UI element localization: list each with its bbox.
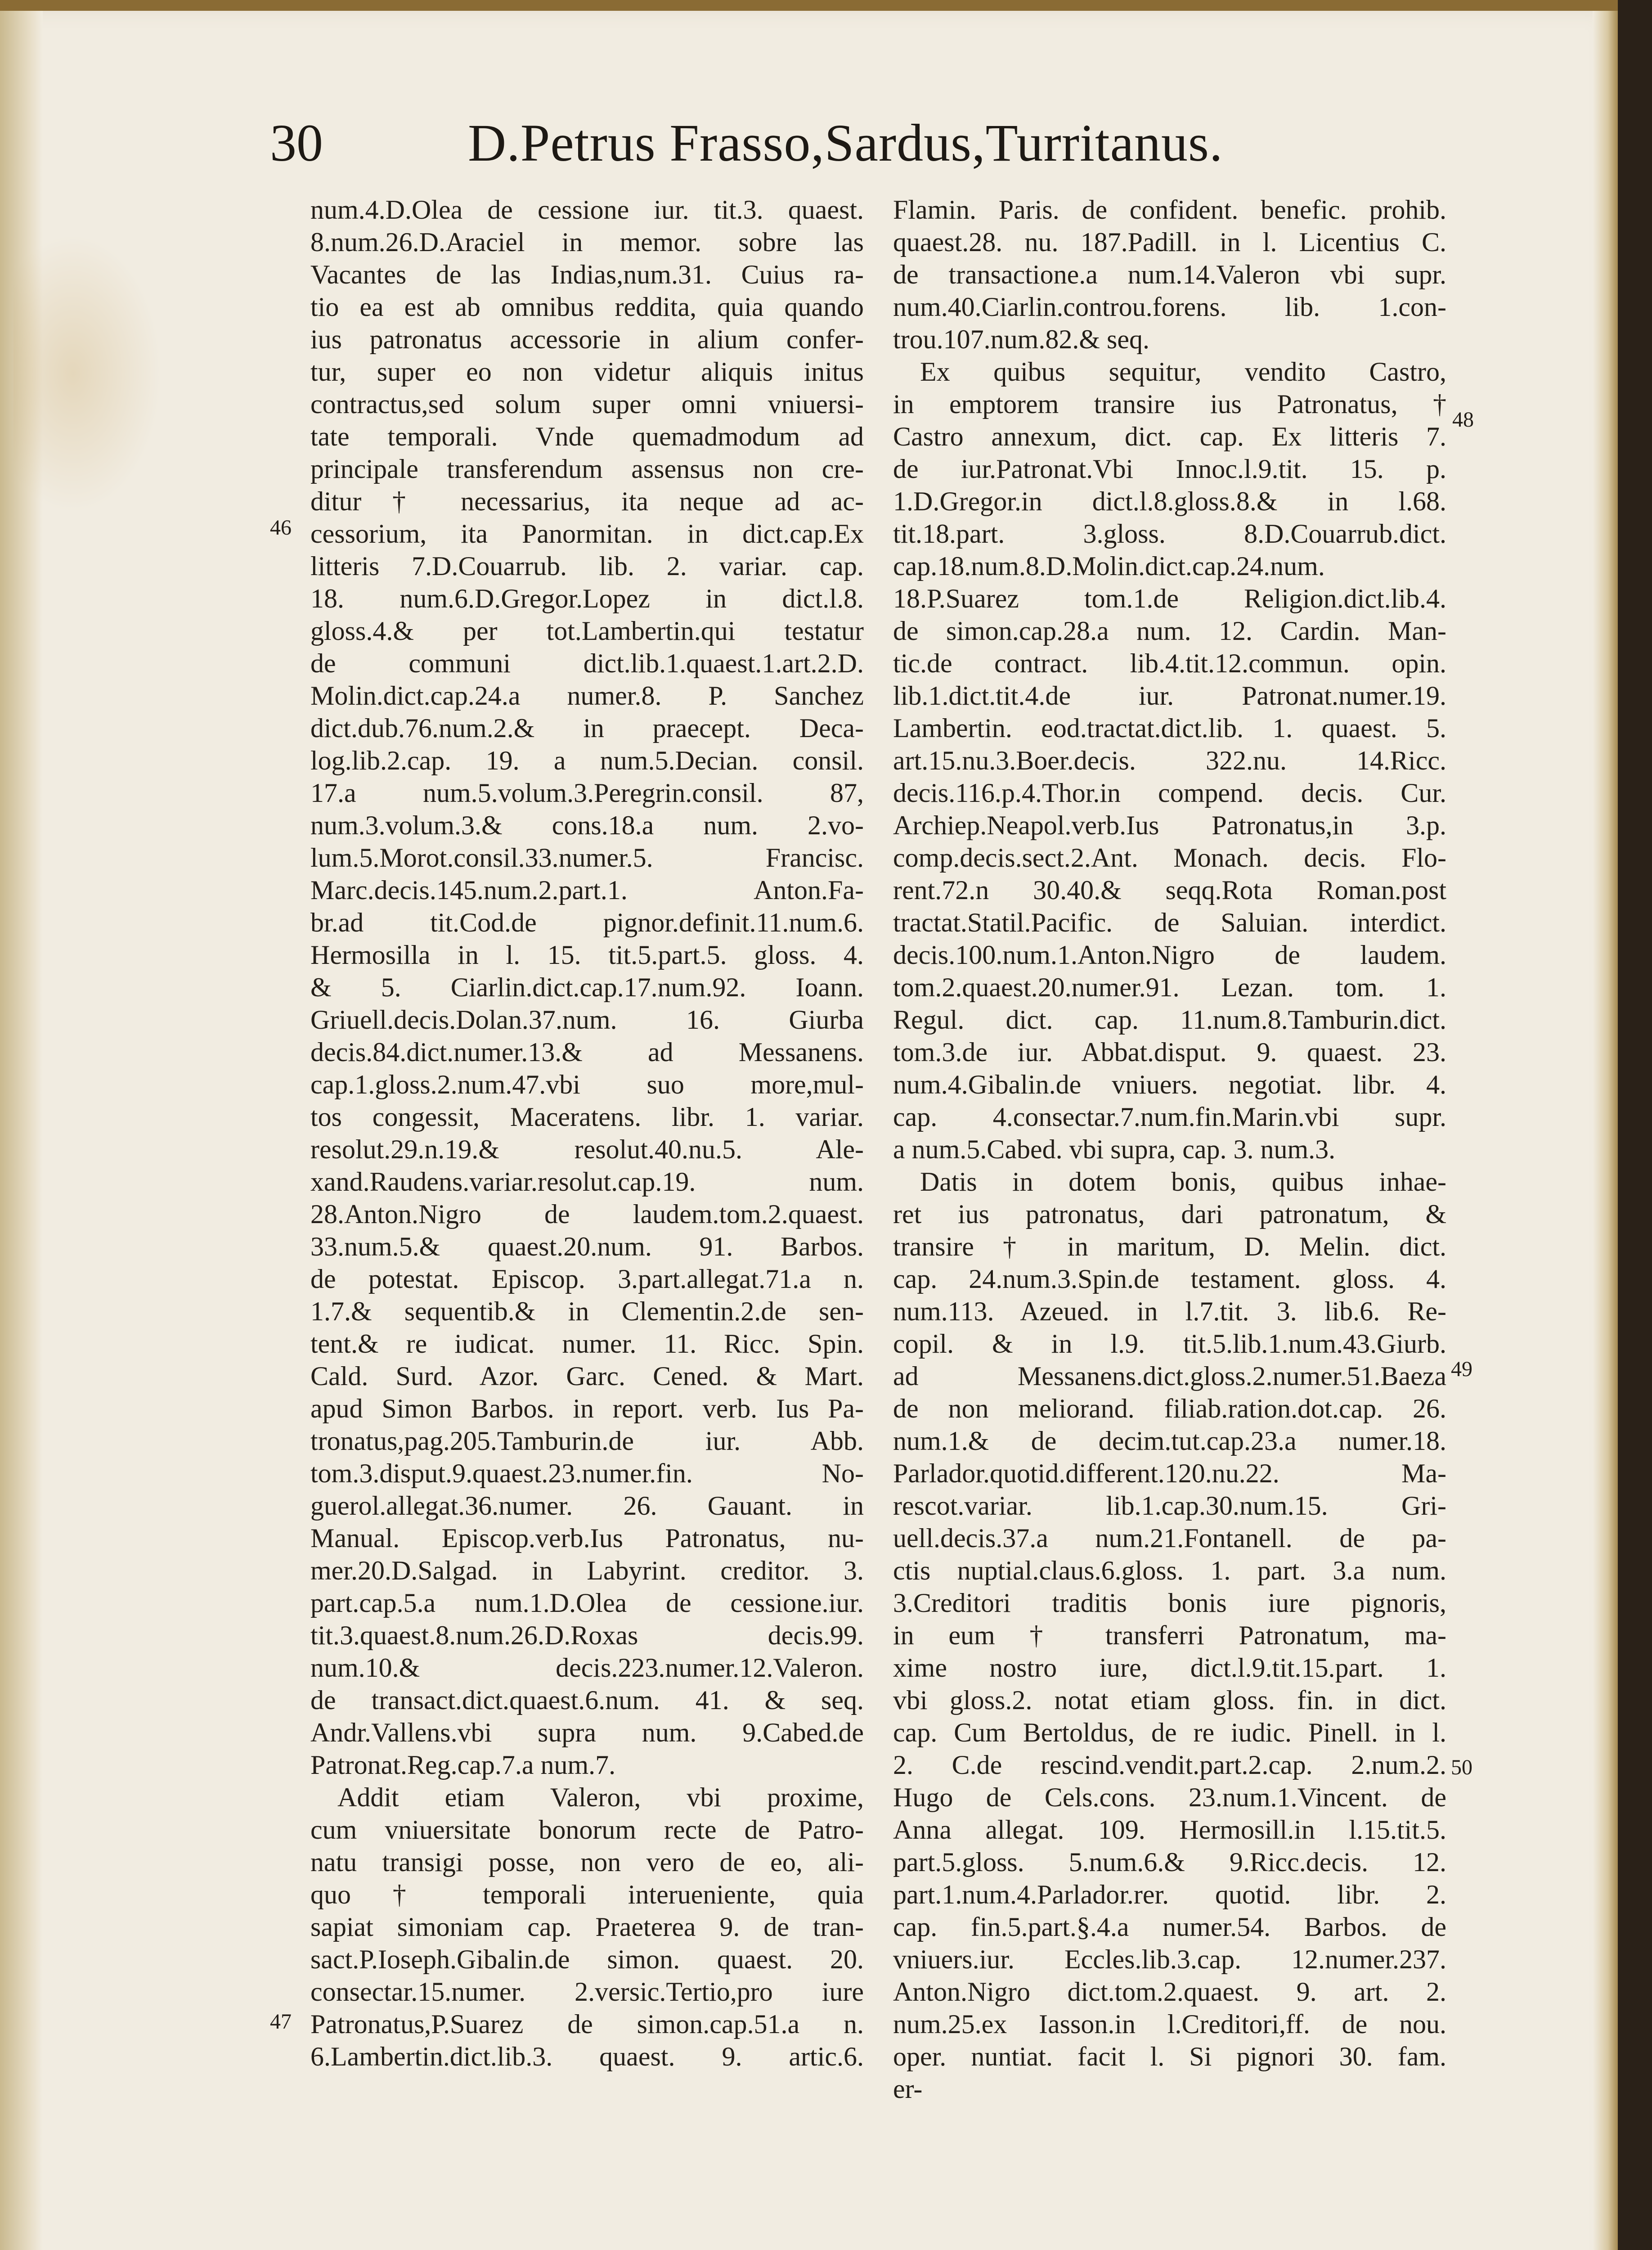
text-line: part.5.gloss. 5.num.6.& 9.Ricc.decis. 12. (893, 1847, 1446, 1877)
text-line: Hermosilla in l. 15. tit.5.part.5. gloss. 4. (310, 940, 864, 970)
text-line: tractat.Statil.Pacific. de Saluian. interdict. (893, 908, 1446, 937)
page-edge (1593, 0, 1618, 2250)
text-line: Patronatus,P.Suarez de simon.cap.51.a n. (310, 2009, 864, 2039)
text-line: Datis in dotem bonis, quibus inhae- (920, 1167, 1446, 1197)
text-line: cessorium, ita Panormitan. in dict.cap.Ex (310, 519, 864, 549)
left-column (310, 194, 864, 2073)
text-line: Vacantes de las Indias,num.31. Cuius ra- (310, 260, 864, 289)
text-line: & 5. Ciarlin.dict.cap.17.num.92. Ioann. (310, 972, 864, 1002)
text-line: Patronat.Reg.cap.7.a num.7. (310, 1750, 616, 1780)
text-line: guerol.allegat.36.numer. 26. Gauant. in (310, 1491, 864, 1521)
text-line: 1.7.& sequentib.& in Clementin.2.de sen- (310, 1296, 864, 1326)
text-line: cap.1.gloss.2.num.47.vbi suo more,mul- (310, 1070, 864, 1099)
text-line: vbi gloss.2. notat etiam gloss. fin. in dict. (893, 1685, 1446, 1715)
running-head: D.Petrus Frasso,Sardus,Turritanus. (468, 113, 1223, 172)
text-line: cap. fin.5.part.§.4.a numer.54. Barbos. de (893, 1912, 1446, 1942)
text-line: tic.de contract. lib.4.tit.12.commun. opin. (893, 648, 1446, 678)
text-line: tio ea est ab omnibus reddita, quia quando (310, 292, 864, 322)
text-line: lib.1.dict.tit.4.de iur. Patronat.numer.19. (893, 681, 1446, 711)
text-line: cap. 4.consectar.7.num.fin.Marin.vbi supr. (893, 1102, 1446, 1132)
text-line: 8.num.26.D.Araciel in memor. sobre las (310, 227, 864, 257)
text-line: comp.decis.sect.2.Ant. Monach. decis. Flo- (893, 843, 1446, 873)
text-line: tronatus,pag.205.Tamburin.de iur. Abb. (310, 1426, 864, 1456)
text-line: num.10.& decis.223.numer.12.Valeron. (310, 1653, 864, 1683)
margin-note-47: 47 (270, 2010, 292, 2034)
page-header (270, 112, 1395, 189)
text-line: tate temporali. Vnde quemadmodum ad (310, 422, 864, 451)
text-line: litteris 7.D.Couarrub. lib. 2. variar. cap. (310, 551, 864, 581)
text-line: part.cap.5.a num.1.D.Olea de cessione.iur. (310, 1588, 864, 1618)
text-line: a num.5.Cabed. vbi supra, cap. 3. num.3. (893, 1134, 1336, 1164)
text-line: Andr.Vallens.vbi supra num. 9.Cabed.de (310, 1718, 864, 1747)
text-line: 18.P.Suarez tom.1.de Religion.dict.lib.4. (893, 584, 1446, 613)
text-line: tit.3.quaest.8.num.26.D.Roxas decis.99. (310, 1620, 864, 1650)
text-line: quo † temporali interueniente, quia (310, 1880, 864, 1909)
text-line: Marc.decis.145.num.2.part.1. Anton.Fa- (310, 875, 864, 905)
text-line: Manual. Episcop.verb.Ius Patronatus, nu- (310, 1523, 864, 1553)
text-line: tur, super eo non videtur aliquis initus (310, 357, 864, 387)
text-line: 17.a num.5.volum.3.Peregrin.consil. 87, (310, 778, 864, 808)
text-line: consectar.15.numer. 2.versic.Tertio,pro iure (310, 1977, 864, 2007)
text-line: xime nostro iure, dict.l.9.tit.15.part. 1. (893, 1653, 1446, 1683)
text-line: ctis nuptial.claus.6.gloss. 1. part. 3.a num. (893, 1556, 1446, 1585)
margin-note-49: 49 (1451, 1357, 1472, 1381)
text-line: Anna allegat. 109. Hermosill.in l.15.tit.5. (893, 1815, 1446, 1845)
text-line: natu transigi posse, non vero de eo, ali- (310, 1847, 864, 1877)
text-line: de iur.Patronat.Vbi Innoc.l.9.tit. 15. p. (893, 454, 1446, 484)
margin-note-50: 50 (1451, 1755, 1472, 1779)
text-line: vniuers.iur. Eccles.lib.3.cap. 12.numer.237. (893, 1944, 1446, 1974)
text-line: Griuell.decis.Dolan.37.num. 16. Giurba (310, 1005, 864, 1035)
text-line: 18. num.6.D.Gregor.Lopez in dict.l.8. (310, 584, 864, 613)
text-line: Addit etiam Valeron, vbi proxime, (337, 1782, 864, 1812)
text-line: de simon.cap.28.a num. 12. Cardin. Man- (893, 616, 1446, 646)
text-line: copil. & in l.9. tit.5.lib.1.num.43.Giurb. (893, 1329, 1446, 1359)
text-line: decis.84.dict.numer.13.& ad Messanens. (310, 1037, 864, 1067)
text-line: cap. Cum Bertoldus, de re iudic. Pinell. in l. (893, 1718, 1446, 1747)
text-line: apud Simon Barbos. in report. verb. Ius Pa- (310, 1394, 864, 1423)
text-line: in eum † transferri Patronatum, ma- (893, 1620, 1446, 1650)
text-line: ret ius patronatus, dari patronatum, & (893, 1199, 1446, 1229)
text-line: Lambertin. eod.tractat.dict.lib. 1. quaest. 5. (893, 713, 1446, 743)
text-line: art.15.nu.3.Boer.decis. 322.nu. 14.Ricc. (893, 746, 1446, 775)
text-line: er- (893, 2074, 923, 2104)
text-line: principale transferendum assensus non cre- (310, 454, 864, 484)
text-line: uell.decis.37.a num.21.Fontanell. de pa- (893, 1523, 1446, 1553)
text-line: num.3.volum.3.& cons.18.a num. 2.vo- (310, 810, 864, 840)
text-line: ius patronatus accessorie in alium confer- (310, 324, 864, 354)
text-line: lum.5.Morot.consil.33.numer.5. Francisc. (310, 843, 864, 873)
text-line: br.ad tit.Cod.de pignor.definit.11.num.6. (310, 908, 864, 937)
text-line: in emptorem transire ius Patronatus, † (893, 389, 1446, 419)
text-line: resolut.29.n.19.& resolut.40.nu.5. Ale- (310, 1134, 864, 1164)
margin-note-48: 48 (1452, 408, 1474, 432)
text-line: cap.18.num.8.D.Molin.dict.cap.24.num. (893, 551, 1325, 581)
text-line: 3.Creditori traditis bonis iure pignoris, (893, 1588, 1446, 1618)
text-line: log.lib.2.cap. 19. a num.5.Decian. consil. (310, 746, 864, 775)
text-line: 28.Anton.Nigro de laudem.tom.2.quaest. (310, 1199, 864, 1229)
text-line: num.1.& de decim.tut.cap.23.a numer.18. (893, 1426, 1446, 1456)
text-line: contractus,sed solum super omni vniuersi- (310, 389, 864, 419)
text-line: de transact.dict.quaest.6.num. 41. & seq. (310, 1685, 864, 1715)
text-line: ad Messanens.dict.gloss.2.numer.51.Baeza (893, 1361, 1446, 1391)
text-line: de transactione.a num.14.Valeron vbi supr. (893, 260, 1446, 289)
text-line: dict.dub.76.num.2.& in praecept. Deca- (310, 713, 864, 743)
text-line: decis.116.p.4.Thor.in compend. decis. Cur. (893, 778, 1446, 808)
text-line: sact.P.Ioseph.Gibalin.de simon. quaest. 20. (310, 1944, 864, 1974)
right-column (893, 194, 1446, 2105)
text-line: tit.18.part. 3.gloss. 8.D.Couarrub.dict. (893, 519, 1446, 549)
text-line: num.40.Ciarlin.controu.forens. lib. 1.con- (893, 292, 1446, 322)
text-line: trou.107.num.82.& seq. (893, 324, 1149, 354)
text-line: rescot.variar. lib.1.cap.30.num.15. Gri- (893, 1491, 1446, 1521)
text-line: tom.3.de iur. Abbat.disput. 9. quaest. 23. (893, 1037, 1446, 1067)
text-line: Archiep.Neapol.verb.Ius Patronatus,in 3.p. (893, 810, 1446, 840)
text-line: 6.Lambertin.dict.lib.3. quaest. 9. artic.6. (310, 2042, 864, 2071)
text-line: quaest.28. nu. 187.Padill. in l. Licentius C. (893, 227, 1446, 257)
text-line: xand.Raudens.variar.resolut.cap.19. num. (310, 1167, 864, 1197)
text-line: Molin.dict.cap.24.a numer.8. P. Sanchez (310, 681, 864, 711)
text-line: Hugo de Cels.cons. 23.num.1.Vincent. de (893, 1782, 1446, 1812)
top-edge (0, 0, 1618, 11)
text-line: Regul. dict. cap. 11.num.8.Tamburin.dict. (893, 1005, 1446, 1035)
text-line: ditur † necessarius, ita neque ad ac- (310, 486, 864, 516)
text-line: Parlador.quotid.different.120.nu.22. Ma- (893, 1458, 1446, 1488)
text-line: num.4.Gibalin.de vniuers. negotiat. libr. 4. (893, 1070, 1446, 1099)
margin-note-46: 46 (270, 516, 292, 540)
text-line: mer.20.D.Salgad. in Labyrint. creditor. 3. (310, 1556, 864, 1585)
text-line: tent.& re iudicat. numer. 11. Ricc. Spin. (310, 1329, 864, 1359)
text-line: num.4.D.Olea de cessione iur. tit.3. quaest. (310, 195, 864, 225)
text-line: tom.2.quaest.20.numer.91. Lezan. tom. 1. (893, 972, 1446, 1002)
text-line: part.1.num.4.Parlador.rer. quotid. libr. 2. (893, 1880, 1446, 1909)
text-line: de communi dict.lib.1.quaest.1.art.2.D. (310, 648, 864, 678)
text-line: num.25.ex Iasson.in l.Creditori,ff. de nou. (893, 2009, 1446, 2039)
text-line: oper. nuntiat. facit l. Si pignori 30. fam. (893, 2042, 1446, 2071)
paper-stain (13, 234, 162, 513)
text-line: Cald. Surd. Azor. Garc. Cened. & Mart. (310, 1361, 864, 1391)
text-line: rent.72.n 30.40.& seqq.Rota Roman.post (893, 875, 1446, 905)
text-line: num.113. Azeued. in l.7.tit. 3. lib.6. Re- (893, 1296, 1446, 1326)
text-line: cap. 24.num.3.Spin.de testament. gloss. 4. (893, 1264, 1446, 1294)
text-line: tos congessit, Maceratens. libr. 1. variar. (310, 1102, 864, 1132)
text-line: sapiat simoniam cap. Praeterea 9. de tran- (310, 1912, 864, 1942)
text-line: de non meliorand. filiab.ration.dot.cap. 26. (893, 1394, 1446, 1423)
text-line: transire † in maritum, D. Melin. dict. (893, 1232, 1446, 1261)
text-line: 2. C.de rescind.vendit.part.2.cap. 2.num.2. (893, 1750, 1446, 1780)
text-line: decis.100.num.1.Anton.Nigro de laudem. (893, 940, 1446, 970)
text-line: Castro annexum, dict. cap. Ex litteris 7. (893, 422, 1446, 451)
text-line: Ex quibus sequitur, vendito Castro, (920, 357, 1446, 387)
text-line: de potestat. Episcop. 3.part.allegat.71.a n. (310, 1264, 864, 1294)
page-number: 30 (270, 113, 323, 172)
text-line: gloss.4.& per tot.Lambertin.qui testatur (310, 616, 864, 646)
text-line: 1.D.Gregor.in dict.l.8.gloss.8.& in l.68. (893, 486, 1446, 516)
text-line: tom.3.disput.9.quaest.23.numer.fin. No- (310, 1458, 864, 1488)
text-line: cum vniuersitate bonorum recte de Patro- (310, 1815, 864, 1845)
text-line: Anton.Nigro dict.tom.2.quaest. 9. art. 2. (893, 1977, 1446, 2007)
text-line: 33.num.5.& quaest.20.num. 91. Barbos. (310, 1232, 864, 1261)
text-line: Flamin. Paris. de confident. benefic. prohib. (893, 195, 1446, 225)
